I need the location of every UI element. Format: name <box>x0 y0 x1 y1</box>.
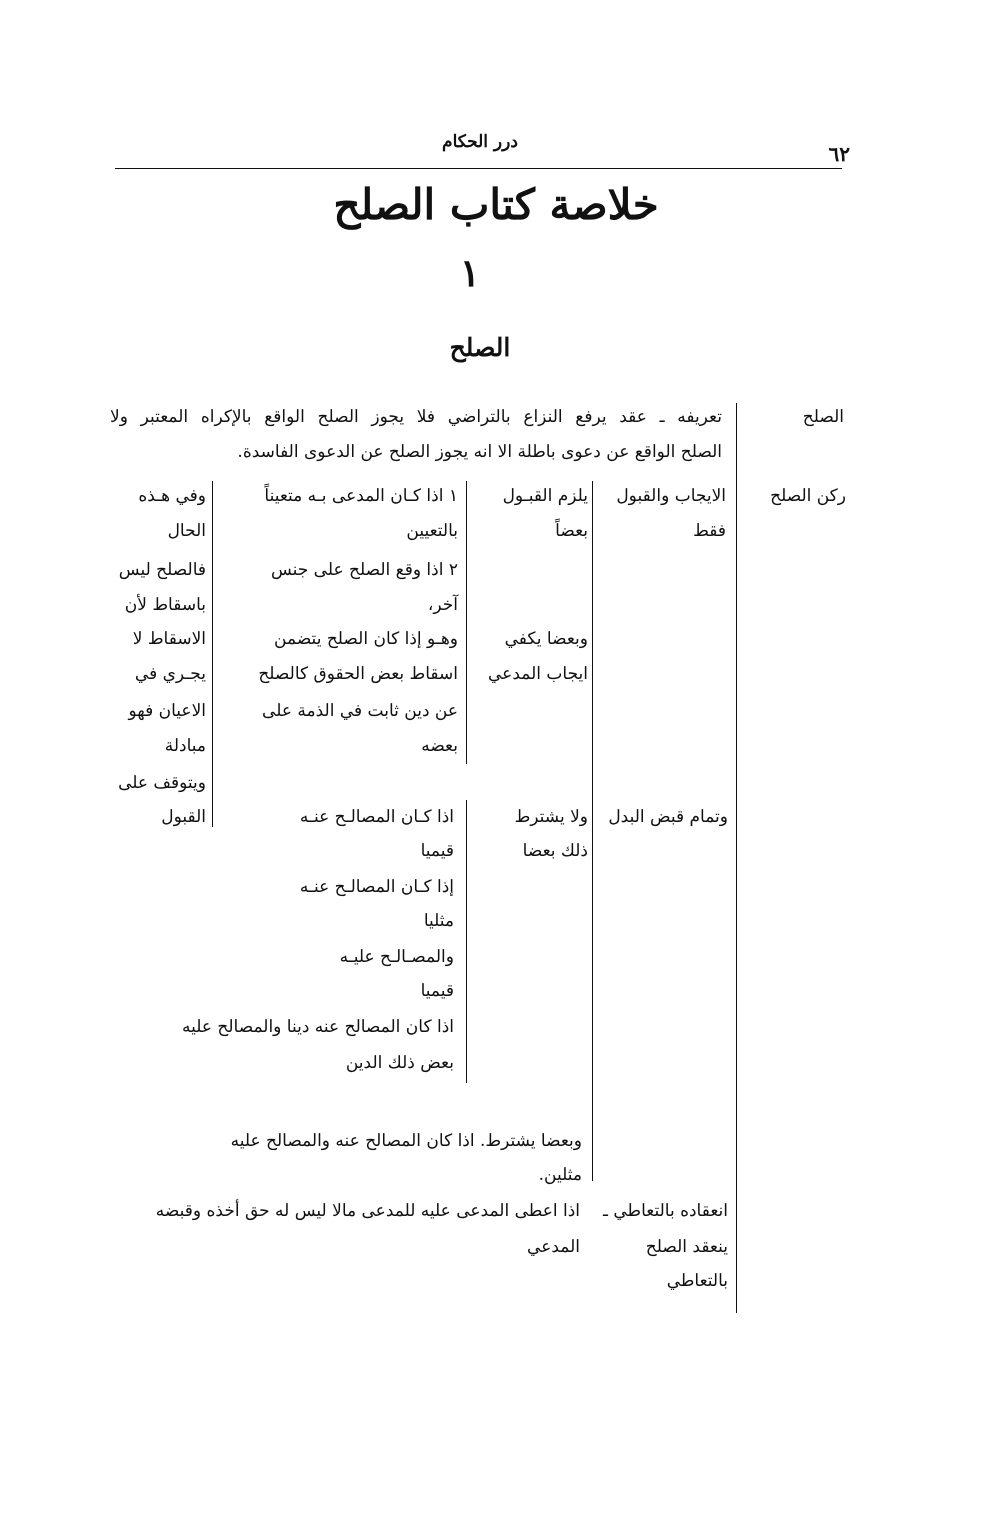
not-required-label: ذلك بعضا <box>522 841 588 861</box>
divider-level-1 <box>592 481 593 1181</box>
divider-level-2b <box>466 800 467 1083</box>
divider-level-3 <box>212 481 213 827</box>
note-text: الاعيان فهو <box>128 701 206 721</box>
case-text: بالتعيين <box>406 521 458 541</box>
note-text: باسقاط لأن <box>124 595 206 615</box>
case-text: بعضه <box>421 736 458 756</box>
divider-level-2 <box>466 481 467 764</box>
note-text: ويتوقف على <box>118 773 206 793</box>
running-title: درر الحكام <box>442 132 518 152</box>
offer-acceptance-label: فقط <box>693 521 726 541</box>
pillar-term: ركن الصلح <box>770 486 846 506</box>
case-text: وهـو إذا كان الصلح يتضمن <box>274 629 458 649</box>
note-text: القبول <box>161 807 206 827</box>
note-text: وفي هـذه <box>138 486 206 506</box>
definition-term: الصلح <box>802 407 844 427</box>
completion-case: مثليا <box>423 911 454 931</box>
completion-case: قيميا <box>420 841 454 861</box>
required-text: وبعضا يشترط. اذا كان المصالح عنه والمصالح عليه <box>230 1131 582 1151</box>
case-text: آخر، <box>427 595 458 615</box>
completion-case: اذا كـان المصالـح عنـه <box>299 807 454 827</box>
completion-case: إذا كـان المصالـح عنـه <box>299 877 454 897</box>
offer-acceptance-label: الايجاب والقبول <box>616 486 726 506</box>
case-text: عن دين ثابت في الذمة على <box>262 701 458 721</box>
main-divider <box>736 403 737 1313</box>
offer-suffices-label: وبعضا يكفي <box>504 629 588 649</box>
note-text: الحال <box>167 521 206 541</box>
acceptance-required-label: يلزم القبـول <box>502 486 588 506</box>
note-text: مبادلة <box>164 736 206 756</box>
case-text: ١ اذا كـان المدعى بـه متعيناً <box>264 486 458 506</box>
page-number: ٦٢ <box>828 142 850 166</box>
completion-case: اذا كان المصالح عنه دينا والمصالح عليه <box>181 1017 454 1037</box>
not-required-label: ولا يشترط <box>514 807 588 827</box>
note-text: يجـري في <box>134 664 206 684</box>
header-rule <box>115 168 842 169</box>
acceptance-required-label: بعضاً <box>555 521 588 541</box>
conduct-text: اذا اعطى المدعى عليه للمدعى مالا ليس له حق أخذه وقبضه <box>155 1201 580 1221</box>
book-title: خلاصة كتاب الصلح <box>333 180 659 229</box>
definition-line: تعريفه ـ عقد يرفع النزاع بالتراضي فلا يجوز الصلح الواقع بالإكراه المعتبر ولا <box>110 407 722 427</box>
offer-suffices-label: ايجاب المدعي <box>488 664 588 684</box>
chapter-number: ١ <box>459 250 481 295</box>
definition-line: الصلح الواقع عن دعوى باطلة الا انه يجوز الصلح عن الدعوى الفاسدة. <box>237 442 722 462</box>
completion-term: وتمام قبض البدل <box>608 807 728 827</box>
required-text: مثلين. <box>538 1165 582 1185</box>
case-text: ٢ اذا وقع الصلح على جنس <box>270 560 458 580</box>
conduct-term: بالتعاطي <box>666 1271 728 1291</box>
completion-case: والمصـالـح عليـه <box>339 947 454 967</box>
completion-case: قيميا <box>420 981 454 1001</box>
completion-case: بعض ذلك الدين <box>345 1053 454 1073</box>
conduct-term: انعقاده بالتعاطي ـ <box>602 1201 728 1221</box>
conduct-term: ينعقد الصلح <box>645 1237 728 1257</box>
note-text: فالصلح ليس <box>118 560 206 580</box>
section-title: الصلح <box>449 333 511 362</box>
conduct-text: المدعي <box>527 1237 580 1257</box>
case-text: اسقاط بعض الحقوق كالصلح <box>258 664 458 684</box>
note-text: الاسقاط لا <box>132 629 206 649</box>
